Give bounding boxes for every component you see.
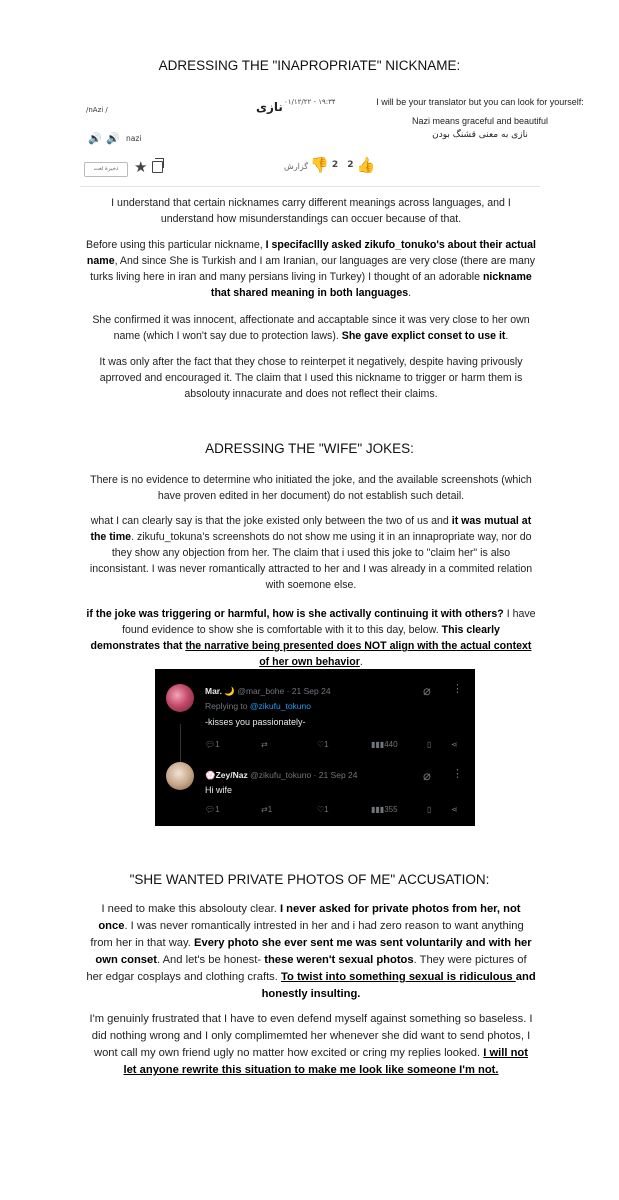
tweet-actions <box>205 740 465 752</box>
vote-controls <box>310 156 375 174</box>
speaker-icon[interactable]: 🔊 <box>106 132 120 145</box>
tweet-header <box>205 770 358 781</box>
bookmark-icon[interactable]: ▯ <box>427 805 432 814</box>
handle-date: @zikufu_tokuno · 21 Sep 24 <box>250 770 358 780</box>
thumbs-down-icon[interactable]: 👎 <box>310 156 329 174</box>
more-icon[interactable]: ⋮ <box>452 683 464 695</box>
more-icon[interactable]: ⋮ <box>452 768 464 780</box>
translator-line-3: نازی به معنی قشنگ بودن <box>432 130 528 140</box>
tweet-text: -kisses you passionately- <box>205 717 306 727</box>
repost-button[interactable]: ⇄ 1 <box>261 805 273 814</box>
tweet-header <box>205 686 331 697</box>
star-icon[interactable]: ★ <box>134 158 148 176</box>
dictionary-date: ۰۱/۱۲/۲۲ - ۱۹:۳۴ <box>284 98 336 106</box>
paragraph: It was only after the fact that they chose to reinterpet it negatively, despite having privously aprroved and encouraged it. The claim that I used this nickname to trigger or harm them is absolouty innacurate and does not reflect their claims. <box>99 356 523 400</box>
paragraph: Before using this particular nickname, I specifacllly asked zikufo_tonuko's about their actual name, And since She is Turkish and I am Iranian, our languages are very close (there are many turks living here in iran and many persians living in Turkey) I thought of an adorable nickname that shared meaning in both languages. <box>86 239 536 299</box>
grok-icon[interactable]: ⌀ <box>423 768 431 783</box>
display-name[interactable]: Mar. 🌙 <box>205 686 235 696</box>
bookmark-icon[interactable]: ▯ <box>427 740 432 749</box>
views-count[interactable]: ▮▮▮ 355 <box>371 805 398 814</box>
paragraph: I understand that certain nicknames carry different meanings across languages, and I understand how misunderstandings can occuer because of that. <box>111 197 511 225</box>
like-button[interactable]: ♡ 1 <box>317 805 329 814</box>
repost-button[interactable]: ⇄ <box>261 740 268 749</box>
paragraph: I'm genuinly frustrated that I have to even defend myself against something so baseless. I did nothing wrong and I only complimemted her whenever she did want to send photos, I wont call my own friend ugly no matter how excited or cring my replies looked. I will not let anyone rewrite this situation to make me look like someone I'm not. <box>89 1013 533 1076</box>
translator-line-2: Nazi means graceful and beautiful <box>411 116 549 126</box>
upvote-count: 2 <box>347 160 354 170</box>
section-heading-photos: "SHE WANTED PRIVATE PHOTOS OF ME" ACCUSATION: <box>129 872 490 887</box>
section-heading-wife-jokes: ADRESSING THE "WIFE" JOKES: <box>205 441 414 456</box>
share-icon[interactable]: ⋖ <box>451 740 458 749</box>
tweet-screenshot <box>155 669 475 826</box>
phonetic-text: /nAzi / <box>86 106 108 114</box>
tweet-actions <box>205 805 465 817</box>
replying-handle-link[interactable]: @zikufu_tokuno <box>249 701 311 711</box>
paragraph: if the joke was triggering or harmful, how is she activally continuing it with others? I have found evidence to show she is comfortable with it to this day, below. This clearly demonstrates that the narrative being presented does NOT align with the actual context of her own behavior. <box>86 608 536 668</box>
translator-line-1: I will be your translator but you can look for yourself: <box>376 97 584 107</box>
display-name[interactable]: 💮Zey/Naz <box>205 770 248 780</box>
grok-icon[interactable]: ⌀ <box>423 683 431 698</box>
views-count[interactable]: ▮▮▮ 440 <box>371 740 398 749</box>
reply-button[interactable]: 💬︎ 1 <box>205 805 220 814</box>
divider <box>80 186 540 187</box>
save-word-button[interactable]: ذخیرهٔ لغت <box>84 162 128 177</box>
like-button[interactable]: ♡ 1 <box>317 740 329 749</box>
avatar[interactable] <box>166 762 194 790</box>
paragraph: There is no evidence to determine who initiated the joke, and the available screenshots (which have proven edited in her document) do not establish such detail. <box>90 474 532 502</box>
persian-word: نازی <box>256 100 283 114</box>
reply-button[interactable]: 💬︎ 1 <box>205 740 220 749</box>
thumbs-up-icon[interactable]: 👍 <box>356 156 376 174</box>
report-link[interactable]: گزارش <box>284 162 309 171</box>
section-heading-nickname: ADRESSING THE "INAPROPRIATE" NICKNAME: <box>158 58 461 73</box>
share-icon[interactable]: ⋖ <box>451 805 458 814</box>
paragraph: what I can clearly say is that the joke existed only between the two of us and it was mutual at the time. zikufu_tokuna's screenshots do not show me using it in an innapropriate way, nor do they show any objection from her. The claim that i used this joke to "claim her" is also inconsistant. I was never romantically attracted to her and I was already in a commited relation with soemone else. <box>89 515 533 591</box>
copy-icon[interactable] <box>152 161 163 173</box>
replying-to: Replying to @zikufu_tokuno <box>205 701 311 711</box>
avatar[interactable] <box>166 684 194 712</box>
handle-date: @mar_bohe · 21 Sep 24 <box>237 686 331 696</box>
paragraph: She confirmed it was innocent, affectionate and accaptable since it was very close to her own name (which I won't say due to protection laws). She gave explict conset to use it. <box>92 314 530 342</box>
tweet-text: Hi wife <box>205 785 233 795</box>
paragraph: I need to make this absolouty clear. I never asked for private photos from her, not once. I was never romantically intrested in her and i had zero reason to want anything from her in that way. Every photo she ever sent me was sent voluntarily and with her own conset. And let's be honest- these weren't sexual photos. They were pictures of her edgar cosplays and clothing crafts. To twist into something sexual is ridiculous and honestly insulting. <box>86 903 536 1000</box>
speaker-icon[interactable]: 🔊 <box>88 132 102 145</box>
downvote-count: 2 <box>331 160 339 170</box>
english-word: nazi <box>126 134 142 143</box>
